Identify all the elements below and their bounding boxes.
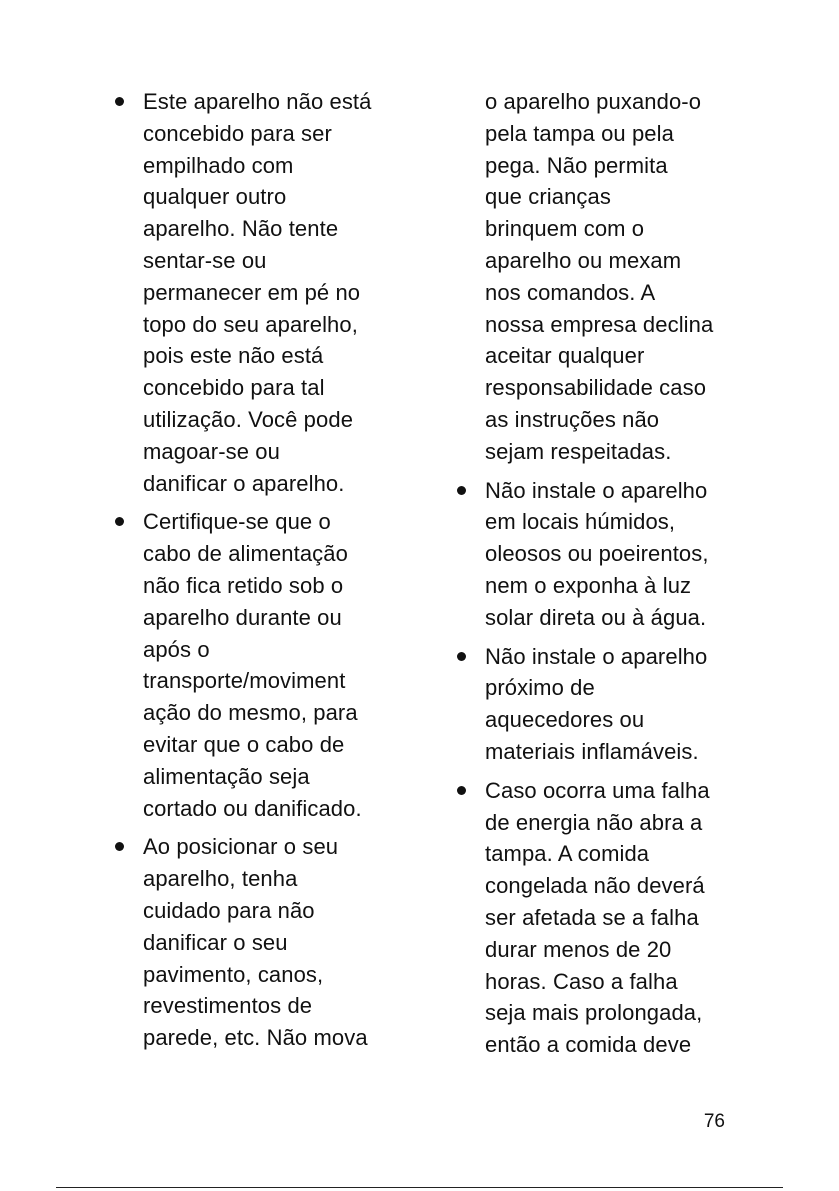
text-line: nos comandos. A bbox=[485, 279, 656, 305]
bullet-item bbox=[452, 775, 742, 1061]
text-line: permanecer em pé no bbox=[143, 279, 361, 305]
text-line: cortado ou danificado. bbox=[143, 795, 362, 821]
text-line: nem o exponha à luz bbox=[485, 572, 692, 598]
text-line: transporte/moviment bbox=[143, 668, 346, 694]
text-line: aparelho ou mexam bbox=[485, 247, 682, 273]
text-line: seja mais prolongada, bbox=[485, 1000, 703, 1026]
text-line: utilização. Você pode bbox=[143, 406, 354, 432]
text-line: topo do seu aparelho, bbox=[143, 311, 358, 337]
text-line: aparelho durante ou bbox=[143, 604, 342, 630]
text-line: brinquem com o bbox=[485, 216, 645, 242]
text-line: durar menos de 20 bbox=[485, 936, 672, 962]
text-line: magoar-se ou bbox=[143, 438, 280, 464]
text-line: pavimento, canos, bbox=[143, 961, 324, 987]
right-column bbox=[452, 86, 742, 1068]
bullet-icon bbox=[457, 786, 466, 795]
text-line: congelada não deverá bbox=[485, 873, 705, 899]
text-line: nossa empresa declina bbox=[485, 311, 714, 337]
text-line: solar direta ou à água. bbox=[485, 604, 707, 630]
text-line: de energia não abra a bbox=[485, 809, 703, 835]
bullet-item bbox=[452, 475, 742, 634]
text-line: cabo de alimentação bbox=[143, 541, 348, 567]
text-line: Ao posicionar o seu bbox=[143, 834, 339, 860]
bullet-icon bbox=[457, 486, 466, 495]
bullet-item bbox=[110, 831, 390, 1054]
text-line: parede, etc. Não mova bbox=[143, 1025, 368, 1051]
bullet-icon bbox=[457, 652, 466, 661]
text-line: Não instale o aparelho bbox=[485, 643, 708, 669]
text-line: alimentação seja bbox=[143, 763, 310, 789]
text-line: tampa. A comida bbox=[485, 841, 650, 867]
page-number: 76 bbox=[703, 1111, 725, 1132]
text-line: aparelho. Não tente bbox=[143, 216, 339, 242]
text-line: Certifique-se que o bbox=[143, 509, 331, 535]
text-line: horas. Caso a falha bbox=[485, 968, 678, 994]
text-line: concebido para tal bbox=[143, 375, 325, 401]
bullet-item bbox=[452, 641, 742, 768]
text-line: em locais húmidos, bbox=[485, 509, 676, 535]
text-line: cuidado para não bbox=[143, 897, 315, 923]
text-line: aquecedores ou bbox=[485, 707, 645, 733]
text-line: revestimentos de bbox=[143, 993, 313, 1019]
text-line: pela tampa ou pela bbox=[485, 120, 674, 146]
text-line: após o bbox=[143, 636, 210, 662]
text-line: pois este não está bbox=[143, 343, 324, 369]
text-line: sejam respeitadas. bbox=[485, 438, 672, 464]
left-column bbox=[110, 86, 390, 1061]
text-line: danificar o aparelho. bbox=[143, 470, 345, 496]
text-line: qualquer outro bbox=[143, 184, 287, 210]
text-line: oleosos ou poeirentos, bbox=[485, 541, 709, 567]
bullet-icon bbox=[115, 517, 124, 526]
bullet-item bbox=[110, 86, 390, 499]
text-line: Este aparelho não está bbox=[143, 89, 372, 114]
text-line: sentar-se ou bbox=[143, 247, 267, 273]
text-line: concebido para ser bbox=[143, 120, 332, 146]
text-line: Caso ocorra uma falha bbox=[485, 777, 710, 803]
text-line: materiais inflamáveis. bbox=[485, 738, 699, 764]
text-line: o aparelho puxando-o bbox=[485, 89, 702, 114]
bullet-icon bbox=[115, 842, 124, 851]
text-line: não fica retido sob o bbox=[143, 572, 344, 598]
text-line: responsabilidade caso bbox=[485, 375, 707, 401]
footer-divider bbox=[56, 1187, 783, 1188]
continued-paragraph bbox=[452, 86, 742, 468]
text-line: aparelho, tenha bbox=[143, 866, 298, 892]
text-line: então a comida deve bbox=[485, 1032, 692, 1058]
text-line: ser afetada se a falha bbox=[485, 904, 699, 930]
text-line: evitar que o cabo de bbox=[143, 731, 345, 757]
text-line: aceitar qualquer bbox=[485, 343, 645, 369]
text-line: próximo de bbox=[485, 675, 595, 701]
bullet-item bbox=[110, 506, 390, 824]
text-line: que crianças bbox=[485, 184, 611, 210]
text-line: pega. Não permita bbox=[485, 152, 668, 178]
text-line: Não instale o aparelho bbox=[485, 477, 708, 503]
bullet-icon bbox=[115, 97, 124, 106]
text-line: as instruções não bbox=[485, 406, 660, 432]
text-line: ação do mesmo, para bbox=[143, 700, 358, 726]
text-line: danificar o seu bbox=[143, 929, 288, 955]
text-line: empilhado com bbox=[143, 152, 294, 178]
